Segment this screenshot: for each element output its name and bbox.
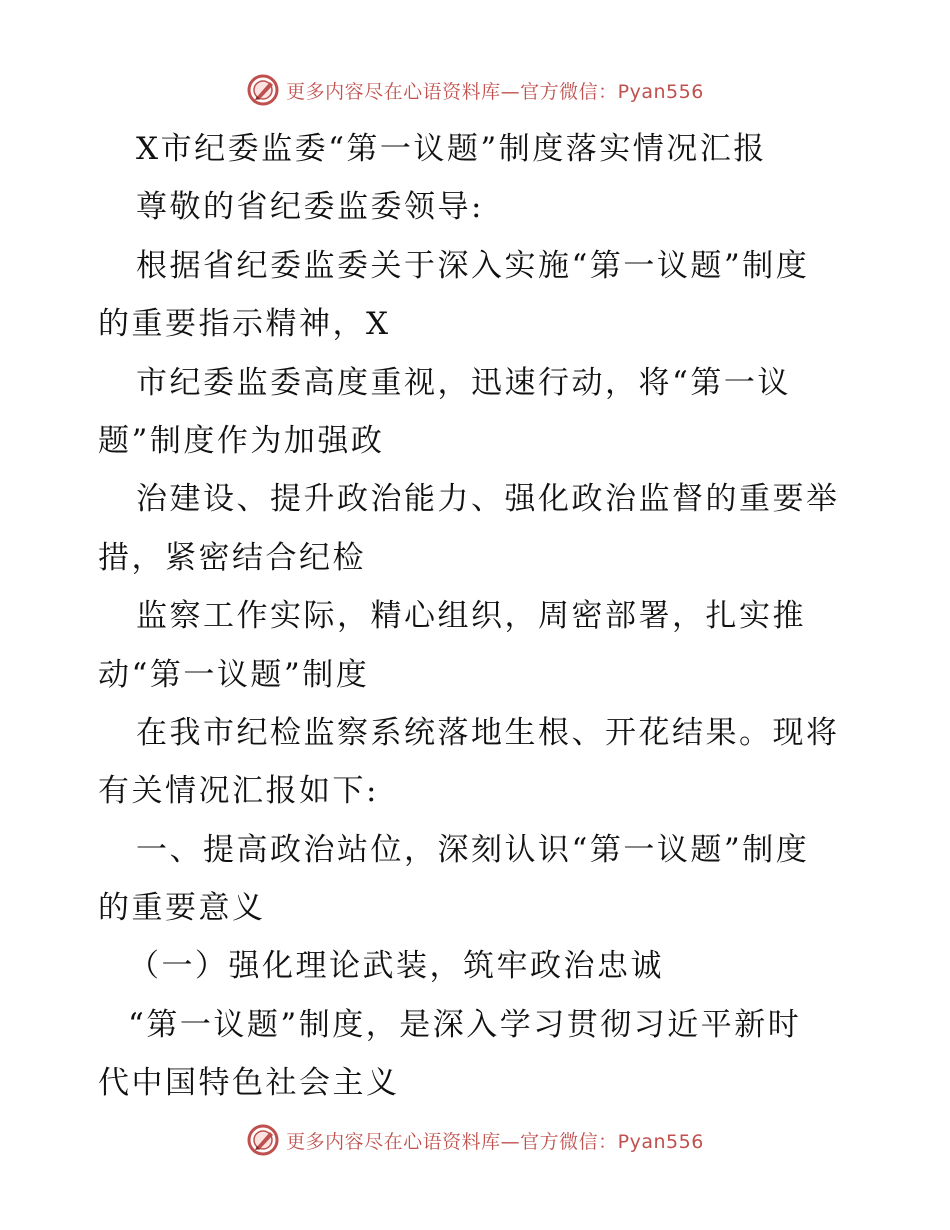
paragraph-line: 在我市纪检监察系统落地生根、开花结果。现将 xyxy=(136,714,840,751)
footer-watermark xyxy=(0,1120,950,1160)
paragraph-line: 治建设、提升政治能力、强化政治监督的重要举 xyxy=(136,481,840,518)
document-title: X市纪委监委“第一议题”制度落实情况汇报 xyxy=(136,131,767,167)
paragraph-line: 有关情况汇报如下: xyxy=(98,773,379,810)
paragraph-line: 的重要指示精神，X xyxy=(98,306,391,343)
subsection-heading: （一）强化理论武装，筑牢政治忠诚 xyxy=(128,948,664,985)
header-watermark xyxy=(0,70,950,110)
paragraph-line: 监察工作实际，精心组织，周密部署，扎实推 xyxy=(136,598,806,635)
section-heading: 的重要意义 xyxy=(98,890,266,927)
document-body xyxy=(98,120,858,1113)
watermark-text: 更多内容尽在心语资料库—官方微信：Pyan556 xyxy=(286,80,704,103)
paragraph-line: 市纪委监委高度重视，迅速行动，将“第一议 xyxy=(136,364,791,401)
paragraph-line: 动“第一议题”制度 xyxy=(98,656,370,693)
section-heading: 一、提高政治站位，深刻认识“第一议题”制度 xyxy=(136,831,810,868)
fountain-pen-circle-icon xyxy=(246,73,280,107)
paragraph-line: “第一议题”制度，是深入学习贯彻习近平新时 xyxy=(128,1006,802,1043)
paragraph-line: 根据省纪委监委关于深入实施“第一议题”制度 xyxy=(136,247,810,284)
salutation: 尊敬的省纪委监委领导: xyxy=(136,189,484,226)
paragraph-line: 代中国特色社会主义 xyxy=(98,1065,400,1102)
paragraph-line: 题”制度作为加强政 xyxy=(98,422,385,459)
watermark-text: 更多内容尽在心语资料库—官方微信：Pyan556 xyxy=(286,1130,704,1153)
paragraph-line: 措，紧密结合纪检 xyxy=(98,539,366,576)
fountain-pen-circle-icon xyxy=(246,1123,280,1157)
